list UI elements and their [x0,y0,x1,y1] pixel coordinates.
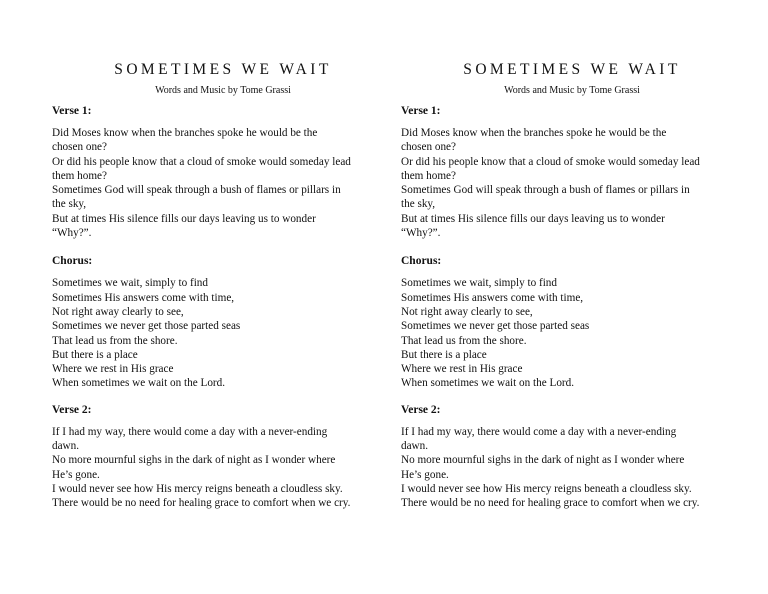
lyric-line: chosen one? [52,141,107,154]
lyric-sheet-left [52,60,382,511]
lyric-line: “Why?”. [52,227,92,240]
lyric-line: Sometimes God will speak through a bush of flames or pillars in [52,184,341,197]
lyric-line: Not right away clearly to see, [401,305,533,318]
song-title: SOMETIMES WE WAIT [463,61,681,78]
song-title: SOMETIMES WE WAIT [114,61,332,78]
lyric-sheet-right [401,60,731,511]
lyric-line: That lead us from the shore. [52,334,178,347]
lyric-line: But at times His silence fills our days leaving us to wonder [401,212,665,225]
verse1-label: Verse 1: [52,105,92,117]
lyric-line: He’s gone. [401,468,449,481]
lyric-line: When sometimes we wait on the Lord. [401,377,575,390]
chorus-lines [401,276,731,390]
verse2-label: Verse 2: [52,403,92,416]
lyric-line: But there is a place [52,348,138,361]
lyric-line: When sometimes we wait on the Lord. [52,377,226,390]
song-credit: Words and Music by Tome Grassi [155,85,291,96]
lyric-line: Sometimes His answers come with time, [401,291,584,304]
lyric-line: dawn. [52,440,80,453]
lyric-line: Sometimes we never get those parted seas [52,320,241,333]
lyric-line: Did Moses know when the branches spoke he would be the [401,127,667,139]
lyric-line: If I had my way, there would come a day with a never-ending [52,425,328,438]
lyric-line: Did Moses know when the branches spoke he would be the [52,127,318,139]
lyric-line: There would be no need for healing grace to comfort when we cry. [401,497,700,510]
verse1-lines [401,126,731,240]
lyric-line: No more mournful sighs in the dark of night as I wonder where [401,454,685,467]
lyric-line: Where we rest in His grace [401,363,523,376]
lyric-line: But at times His silence fills our days leaving us to wonder [52,212,316,225]
song-credit: Words and Music by Tome Grassi [504,85,640,96]
chorus-lines [52,276,382,390]
lyric-line: “Why?”. [401,227,441,240]
lyric-line: I would never see how His mercy reigns beneath a cloudless sky. [52,482,343,495]
lyric-line: Or did his people know that a cloud of smoke would someday lead [52,155,351,168]
lyric-line: That lead us from the shore. [401,334,527,347]
lyric-line: He’s gone. [52,468,100,481]
lyric-line: Not right away clearly to see, [52,305,184,318]
lyric-line: Sometimes God will speak through a bush of flames or pillars in [401,184,690,197]
lyric-line: If I had my way, there would come a day with a never-ending [401,425,677,438]
chorus-label: Chorus: [52,255,93,268]
verse2-lines [401,425,731,511]
lyric-line: Sometimes we never get those parted seas [401,320,590,333]
verse2-lines [52,425,382,511]
chorus-label: Chorus: [401,255,442,268]
lyric-line: But there is a place [401,348,487,361]
lyric-line: them home? [401,169,456,182]
lyric-line: them home? [52,169,107,182]
lyric-line: There would be no need for healing grace to comfort when we cry. [52,497,351,510]
lyric-line: Where we rest in His grace [52,363,174,376]
lyric-line: Or did his people know that a cloud of smoke would someday lead [401,155,700,168]
lyric-line: Sometimes His answers come with time, [52,291,235,304]
verse1-lines [52,126,382,240]
lyric-line: the sky, [52,198,87,211]
verse2-label: Verse 2: [401,403,441,416]
verse1-label: Verse 1: [401,105,441,117]
lyric-line: I would never see how His mercy reigns beneath a cloudless sky. [401,482,692,495]
lyric-line: chosen one? [401,141,456,154]
lyric-line: dawn. [401,440,429,453]
lyric-line: the sky, [401,198,436,211]
lyric-line: Sometimes we wait, simply to find [52,277,208,290]
lyric-line: Sometimes we wait, simply to find [401,277,557,290]
lyric-line: No more mournful sighs in the dark of night as I wonder where [52,454,336,467]
